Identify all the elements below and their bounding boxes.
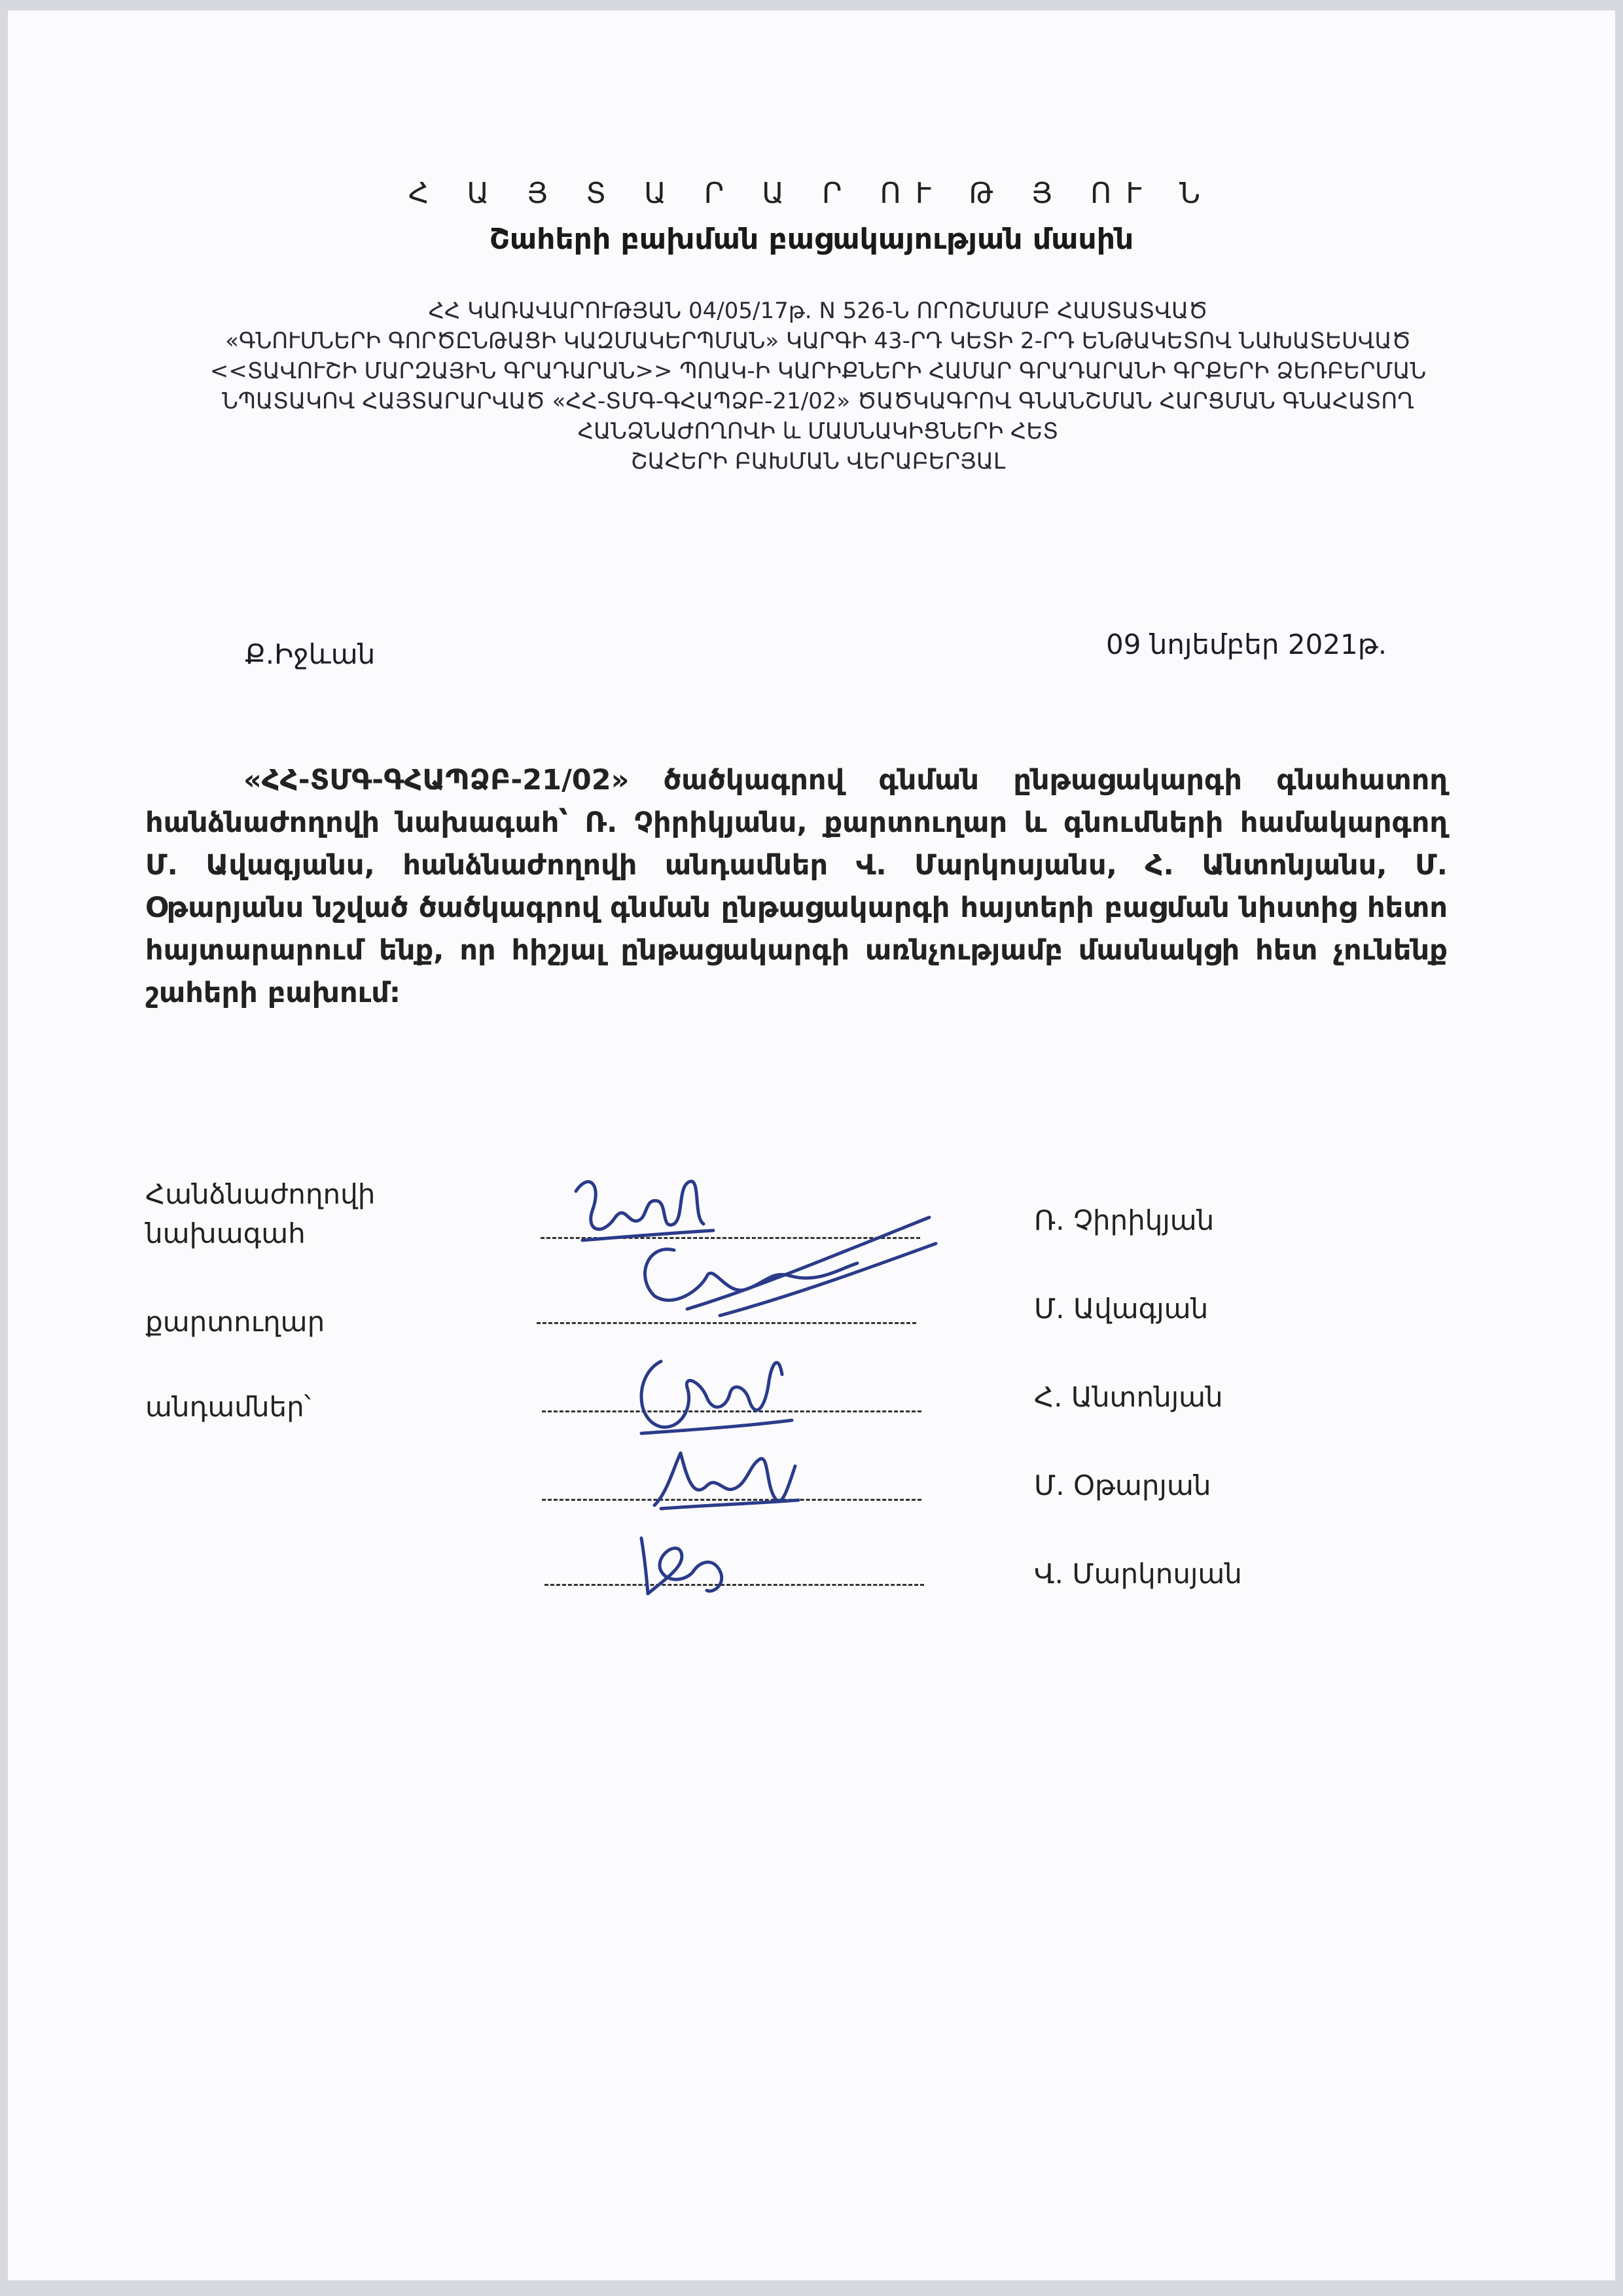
basis-line: «ԳՆՈՒՄՆԵՐԻ ԳՈՐԾԸՆԹԱՑԻ ԿԱԶՄԱԿԵՐՊՄԱՆ» ԿԱՐԳԻ 43-ՐԴ ԿԵՏԻ 2-ՐԴ ԵՆԹԱԿԵՏՈՎ ՆԱԽԱՏԵՍՎԱԾ: [225, 328, 1411, 354]
body-line: հանձնաժողովի նախագահ՝ Ռ. Չիրիկյանս, քարտուղար և գնումների համակարգող: [145, 806, 1448, 839]
body-line: Մ. Ավագյանս, հանձնաժողովի անդամներ Վ. Մարկոսյանս, Հ. Անտոնյանս, Մ.: [145, 849, 1448, 882]
chair-role-line2: նախագահ: [145, 1217, 306, 1249]
document-subtitle: Շահերի բախման բացակայության մասին: [489, 223, 1134, 256]
basis-line: ՇԱՀԵՐԻ ԲԱԽՄԱՆ ՎԵՐԱԲԵՐՅԱԼ: [630, 448, 1006, 475]
member3-signature: [628, 1518, 746, 1604]
secretary-role: քարտուղար: [145, 1306, 325, 1338]
body-line: Օթարյանս նշված ծածկագրով գնման ընթացակարգի հայտերի բացման նիստից հետո: [145, 891, 1448, 924]
basis-line: ՆՊԱՏԱԿՈՎ ՀԱՅՏԱՐԱՐՎԱԾ «ՀՀ-ՏՄԳ-ԳՀԱՊՁԲ-21/02» ԾԱԾԿԱԳՐՈՎ ԳՆԱՆՇՄԱՆ ՀԱՐՑՄԱՆ ԳՆԱՀԱՏՈՂ: [222, 388, 1414, 414]
body-line: «ՀՀ-ՏՄԳ-ԳՀԱՊՁԲ-21/02» ծածկագրով գնման ընթացակարգի գնահատող: [243, 764, 1448, 797]
secretary-signature: [622, 1204, 949, 1335]
members-role: անդամներ՝: [145, 1391, 311, 1423]
member2-signature: [641, 1427, 812, 1525]
basis-line: <<ՏԱՎՈՒՇԻ ՄԱՐԶԱՅԻՆ ԳՐԱԴԱՐԱՆ>> ՊՈԱԿ-Ի ԿԱՐԻՔՆԵՐԻ ՀԱՄԱՐ ԳՐԱԴԱՐԱՆԻ ԳՐՔԵՐԻ ՁԵՌԲԵՐՄԱՆ: [209, 358, 1427, 384]
date: 09 նոյեմբեր 2021թ.: [1106, 628, 1387, 660]
chair-name: Ռ. Չիրիկյան: [1034, 1204, 1215, 1236]
body-line: հայտարարում ենք, որ հիշյալ ընթացակարգի առնչությամբ մասնակցի հետ չունենք: [145, 934, 1448, 967]
member3-name: Վ. Մարկոսյան: [1034, 1558, 1242, 1590]
member1-name: Հ. Անտոնյան: [1034, 1381, 1223, 1413]
legal-basis-block: [157, 296, 1479, 476]
secretary-name: Մ. Ավագյան: [1034, 1293, 1209, 1325]
chair-role: [145, 1175, 375, 1253]
basis-line: ՀՀ ԿԱՌԱՎԱՐՈՒԹՅԱՆ 04/05/17թ. N 526-Ն ՈՐՈՇՄԱՄԲ ՀԱՍՏԱՏՎԱԾ: [428, 298, 1208, 324]
body-line: շահերի բախում:: [145, 977, 401, 1009]
basis-line: ՀԱՆՁՆԱԺՈՂՈՎԻ և ՄԱՍՆԱԿԻՑՆԵՐԻ ՀԵՏ: [577, 418, 1059, 444]
place: Ք.Իջևան: [245, 638, 376, 670]
declaration-body: [145, 759, 1448, 1014]
member2-name: Մ. Օթարյան: [1034, 1469, 1211, 1501]
chair-role-line1: Հանձնաժողովի: [145, 1178, 376, 1210]
document-title: Հ Ա Յ Տ Ա Ր Ա Ր ՈՒ Թ Յ ՈՒ Ն: [408, 177, 1215, 210]
